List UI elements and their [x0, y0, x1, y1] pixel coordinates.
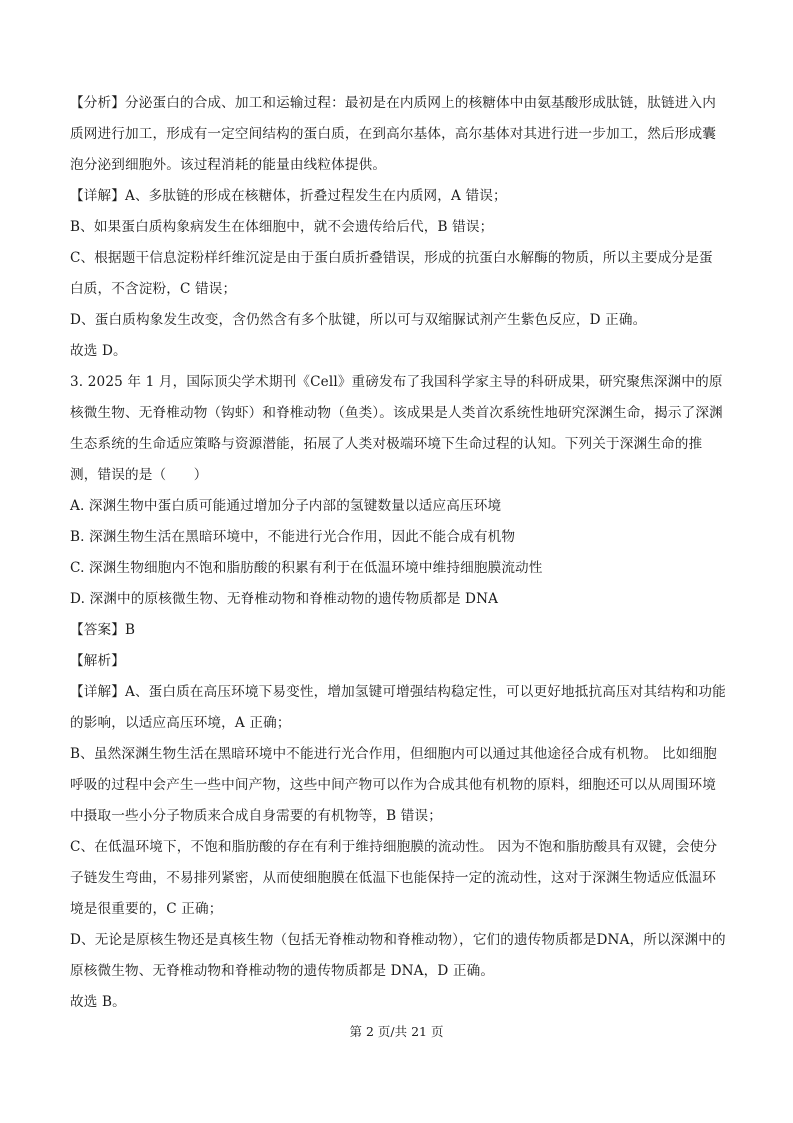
analysis-paragraph: 【分析】分泌蛋白的合成、加工和运输过程：最初是在内质网上的核糖体中由氨基酸形成肽链，肽链进入内质网进行加工，形成有一定空间结构的蛋白质，在到高尔基体，高尔基体对其进行进一步加工，然后形成囊泡分泌到细胞外。该过程消耗的能量由线粒体提供。: [70, 95, 716, 173]
detail-b-paragraph: B、如果蛋白质构象病发生在体细胞中，就不会遗传给后代，B 错误；: [70, 219, 494, 235]
page-number-footer: 第 2 页/共 21 页: [349, 1024, 444, 1039]
detail-d-paragraph: D、蛋白质构象发生改变，含仍然含有多个肽键，所以可与双缩脲试剂产生紫色反应，D 正确。: [70, 312, 647, 328]
question-3-option-a: A. 深渊生物中蛋白质可能通过增加分子内部的氢键数量以适应高压环境: [70, 498, 502, 514]
explanation-heading: 【解析】: [70, 653, 125, 669]
explanation-d-paragraph: D、无论是原核生物还是真核生物（包括无脊椎动物和脊椎动物），它们的遗传物质都是DNA，所以深渊中的原核微生物、无脊椎动物和脊椎动物的遗传物质都是 DNA，D 正确。: [70, 932, 726, 979]
detail-c-paragraph: C、根据题干信息淀粉样纤维沉淀是由于蛋白质折叠错误，形成的抗蛋白水解酶的物质，所以主要成分是蛋白质，不含淀粉，C 错误；: [70, 250, 713, 297]
explanation-a-paragraph: 【详解】A、蛋白质在高压环境下易变性，增加氢键可增强结构稳定性，可以更好地抵抗高压对其结构和功能的影响，以适应高压环境，A 正确；: [70, 684, 726, 731]
answer-label: 【答案】B: [70, 622, 136, 638]
question-3-option-b: B. 深渊生物生活在黑暗环境中，不能进行光合作用，因此不能合成有机物: [70, 529, 516, 545]
question-3-option-c: C. 深渊生物细胞内不饱和脂肪酸的积累有利于在低温环境中维持细胞膜流动性: [70, 560, 543, 576]
choice-conclusion: 故选 D。: [70, 343, 127, 359]
final-choice: 故选 B。: [70, 994, 126, 1010]
question-3-stem: 3. 2025 年 1 月，国际顶尖学术期刊《Cell》重磅发布了我国科学家主导的科研成果，研究聚焦深渊中的原核微生物、无脊椎动物（钩虾）和脊椎动物（鱼类）。该成果是人类首次系统性地研究深渊生命，揭示了深渊生态系统的生命适应策略与资源潜能，拓展了人类对极端环境下生命过程的认知。下列关于深渊生命的推测，错误的是（ ）: [70, 374, 723, 483]
detail-a-paragraph: 【详解】A、多肽链的形成在核糖体，折叠过程发生在内质网，A 错误；: [70, 188, 507, 204]
question-3-option-d: D. 深渊中的原核微生物、无脊椎动物和脊椎动物的遗传物质都是 DNA: [70, 591, 499, 607]
explanation-c-paragraph: C、在低温环境下，不饱和脂肪酸的存在有利于维持细胞膜的流动性。 因为不饱和脂肪酸具有双键，会使分子链发生弯曲，不易排列紧密，从而使细胞膜在低温下也能保持一定的流动性，这对于深渊生物适应低温环境是很重要的，C 正确；: [70, 839, 718, 917]
explanation-b-paragraph: B、虽然深渊生物生活在黑暗环境中不能进行光合作用，但细胞内可以通过其他途径合成有机物。 比如细胞呼吸的过程中会产生一些中间产物，这些中间产物可以作为合成其他有机物的原料，细胞还可以从周围环境中摄取一些小分子物质来合成自身需要的有机物等，B 错误；: [70, 746, 717, 824]
document-body: [70, 88, 726, 1018]
